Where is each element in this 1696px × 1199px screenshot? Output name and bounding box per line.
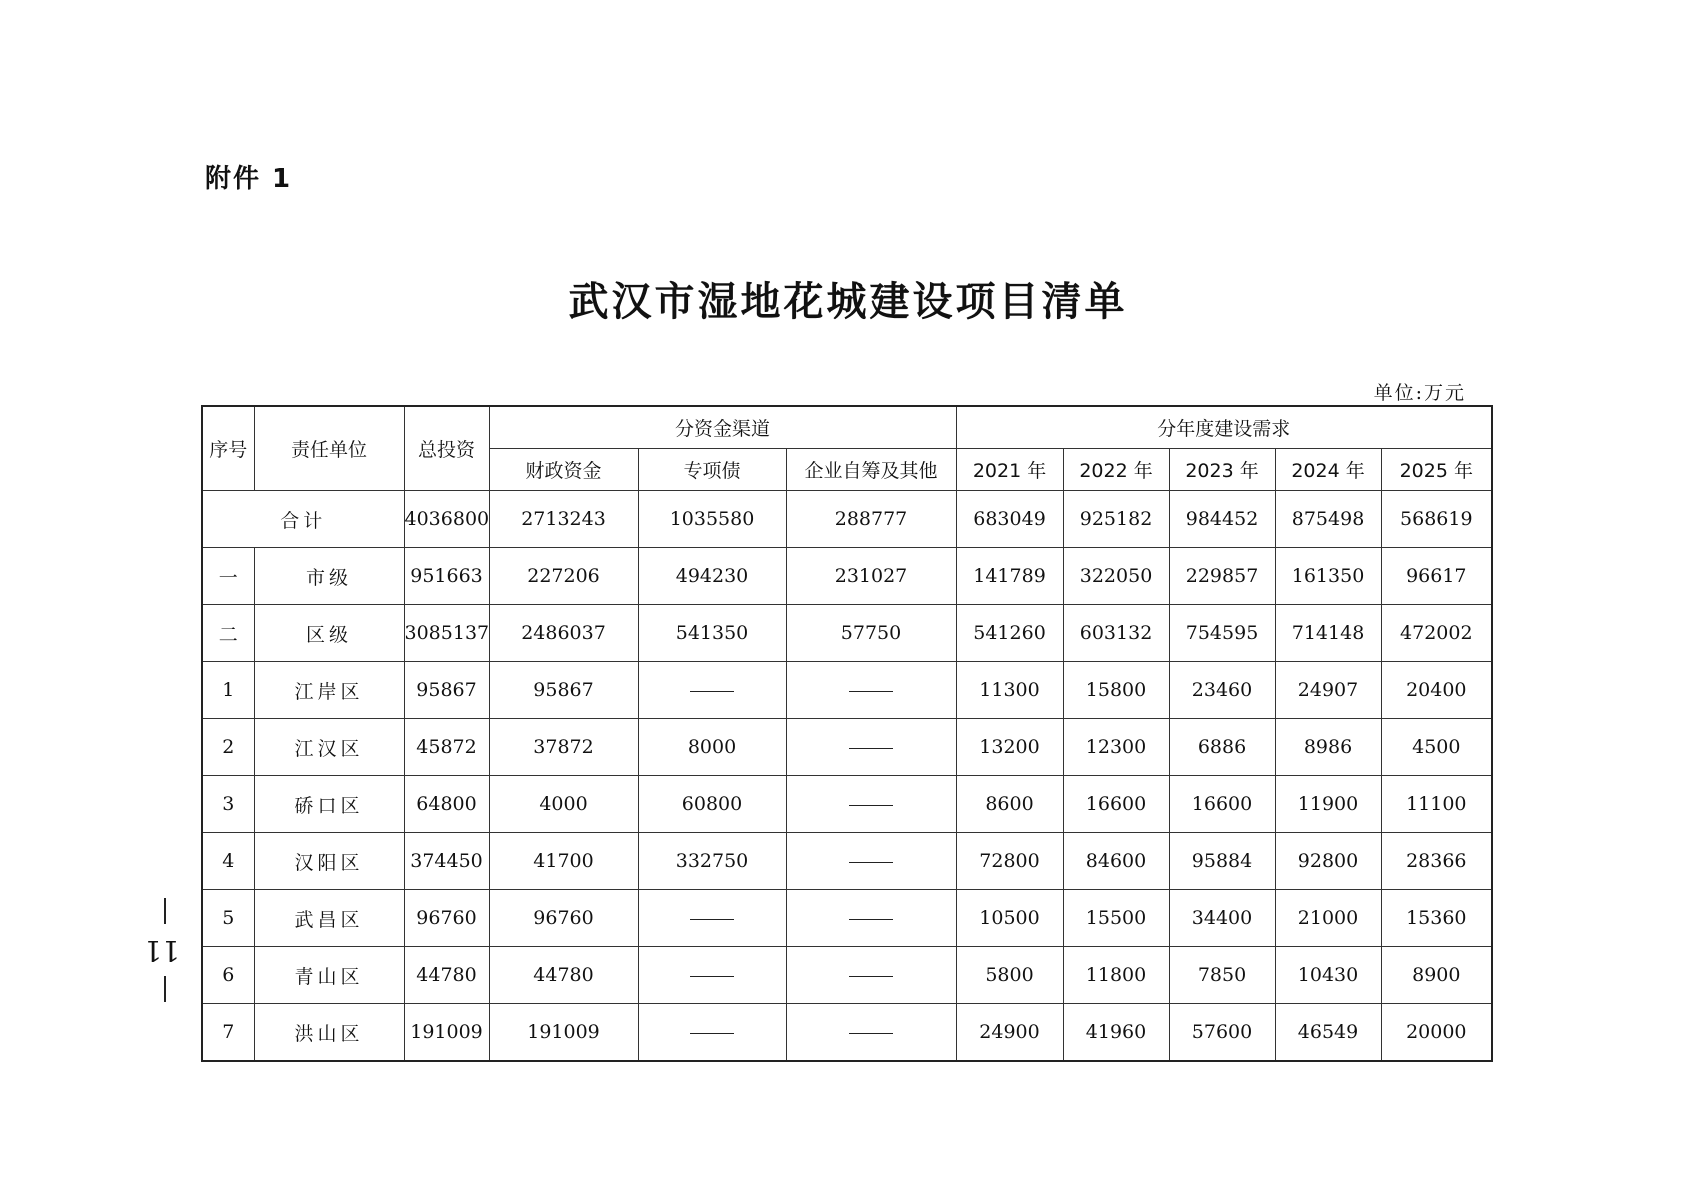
table-cell: 21000 xyxy=(1275,890,1381,947)
table-row xyxy=(202,890,1492,947)
table-row xyxy=(202,662,1492,719)
table-cell: 11300 xyxy=(956,662,1063,719)
table-cell: 4036800 xyxy=(404,491,489,548)
table-cell: 472002 xyxy=(1381,605,1492,662)
table-cell: 12300 xyxy=(1063,719,1169,776)
header-funding-group: 分资金渠道 xyxy=(489,406,956,449)
table-cell: 5800 xyxy=(956,947,1063,1004)
empty-value-dash xyxy=(690,1033,734,1034)
table-row xyxy=(202,1004,1492,1062)
table-cell: 57750 xyxy=(786,605,956,662)
table-cell: 16600 xyxy=(1169,776,1275,833)
table-cell: 16600 xyxy=(1063,776,1169,833)
table-cell: 3085137 xyxy=(404,605,489,662)
table-cell: 229857 xyxy=(1169,548,1275,605)
table-cell xyxy=(786,1004,956,1062)
row-unit: 江汉区 xyxy=(254,719,404,776)
table-cell: 2486037 xyxy=(489,605,638,662)
header-year-2024: 2024 年 xyxy=(1275,449,1381,491)
row-seq: 6 xyxy=(202,947,254,1004)
table-cell: 374450 xyxy=(404,833,489,890)
empty-value-dash xyxy=(849,919,893,920)
table-cell: 10430 xyxy=(1275,947,1381,1004)
table-row xyxy=(202,776,1492,833)
row-unit: 洪山区 xyxy=(254,1004,404,1062)
table-cell xyxy=(786,776,956,833)
row-unit: 市级 xyxy=(254,548,404,605)
table-cell: 4500 xyxy=(1381,719,1492,776)
row-unit: 区级 xyxy=(254,605,404,662)
header-unit: 责任单位 xyxy=(254,406,404,491)
table-cell: 161350 xyxy=(1275,548,1381,605)
table-cell: 92800 xyxy=(1275,833,1381,890)
row-seq: 5 xyxy=(202,890,254,947)
table-cell: 28366 xyxy=(1381,833,1492,890)
table-cell: 44780 xyxy=(489,947,638,1004)
empty-value-dash xyxy=(849,691,893,692)
table-cell: 227206 xyxy=(489,548,638,605)
table-cell: 95884 xyxy=(1169,833,1275,890)
table-header xyxy=(202,406,1492,491)
attachment-label: 附件 1 xyxy=(205,164,293,194)
table-cell: 2713243 xyxy=(489,491,638,548)
table-cell: 1035580 xyxy=(638,491,786,548)
table-row xyxy=(202,719,1492,776)
header-year-2022: 2022 年 xyxy=(1063,449,1169,491)
row-unit: 硚口区 xyxy=(254,776,404,833)
table-cell: 8900 xyxy=(1381,947,1492,1004)
table-cell xyxy=(638,947,786,1004)
row-seq: 2 xyxy=(202,719,254,776)
table-cell: 191009 xyxy=(404,1004,489,1062)
table-cell xyxy=(786,662,956,719)
table-cell: 95867 xyxy=(489,662,638,719)
table-cell: 4000 xyxy=(489,776,638,833)
header-funding-fiscal: 财政资金 xyxy=(489,449,638,491)
row-unit: 汉阳区 xyxy=(254,833,404,890)
table-cell xyxy=(786,890,956,947)
table-cell: 714148 xyxy=(1275,605,1381,662)
table-cell: 11900 xyxy=(1275,776,1381,833)
table-cell: 84600 xyxy=(1063,833,1169,890)
table-cell: 541260 xyxy=(956,605,1063,662)
table-row xyxy=(202,947,1492,1004)
row-unit: 江岸区 xyxy=(254,662,404,719)
header-total: 总投资 xyxy=(404,406,489,491)
table-cell: 20000 xyxy=(1381,1004,1492,1062)
table-cell xyxy=(786,947,956,1004)
table-cell: 951663 xyxy=(404,548,489,605)
header-annual-group: 分年度建设需求 xyxy=(956,406,1492,449)
table-cell: 8986 xyxy=(1275,719,1381,776)
table-cell: 8600 xyxy=(956,776,1063,833)
page-number-value: 11 xyxy=(144,933,180,967)
table-cell: 20400 xyxy=(1381,662,1492,719)
table-cell: 24907 xyxy=(1275,662,1381,719)
row-unit: 青山区 xyxy=(254,947,404,1004)
page-number-dash-bottom xyxy=(164,976,166,1002)
table-cell: 191009 xyxy=(489,1004,638,1062)
header-year-2025: 2025 年 xyxy=(1381,449,1492,491)
total-label: 合计 xyxy=(202,491,404,548)
empty-value-dash xyxy=(849,976,893,977)
table-cell: 11800 xyxy=(1063,947,1169,1004)
table-cell xyxy=(638,1004,786,1062)
empty-value-dash xyxy=(849,862,893,863)
row-unit: 武昌区 xyxy=(254,890,404,947)
table-cell: 96617 xyxy=(1381,548,1492,605)
table-cell: 34400 xyxy=(1169,890,1275,947)
table-cell: 6886 xyxy=(1169,719,1275,776)
table-cell xyxy=(638,890,786,947)
empty-value-dash xyxy=(690,919,734,920)
table-row xyxy=(202,548,1492,605)
header-year-2021: 2021 年 xyxy=(956,449,1063,491)
unit-label: 单位:万元 xyxy=(1373,382,1466,404)
table-cell: 15360 xyxy=(1381,890,1492,947)
table-cell xyxy=(786,833,956,890)
table-cell: 46549 xyxy=(1275,1004,1381,1062)
table-cell: 41960 xyxy=(1063,1004,1169,1062)
table-cell: 288777 xyxy=(786,491,956,548)
header-funding-bond: 专项债 xyxy=(638,449,786,491)
table-cell: 11100 xyxy=(1381,776,1492,833)
table-cell: 57600 xyxy=(1169,1004,1275,1062)
row-seq: 一 xyxy=(202,548,254,605)
project-list-table xyxy=(201,405,1493,1062)
table-cell: 332750 xyxy=(638,833,786,890)
table-cell: 72800 xyxy=(956,833,1063,890)
table-cell: 44780 xyxy=(404,947,489,1004)
empty-value-dash xyxy=(690,976,734,977)
table-cell: 96760 xyxy=(489,890,638,947)
table-cell: 568619 xyxy=(1381,491,1492,548)
table-body xyxy=(202,491,1492,1062)
table-cell: 8000 xyxy=(638,719,786,776)
table-cell: 60800 xyxy=(638,776,786,833)
empty-value-dash xyxy=(849,805,893,806)
empty-value-dash xyxy=(849,1033,893,1034)
document-title: 武汉市湿地花城建设项目清单 xyxy=(568,278,1128,325)
row-seq: 二 xyxy=(202,605,254,662)
table-cell: 10500 xyxy=(956,890,1063,947)
table-cell xyxy=(638,662,786,719)
table-cell: 15800 xyxy=(1063,662,1169,719)
row-seq: 7 xyxy=(202,1004,254,1062)
empty-value-dash xyxy=(849,748,893,749)
row-seq: 4 xyxy=(202,833,254,890)
table-cell: 95867 xyxy=(404,662,489,719)
table-cell: 23460 xyxy=(1169,662,1275,719)
table-cell: 13200 xyxy=(956,719,1063,776)
header-funding-enterprise: 企业自筹及其他 xyxy=(786,449,956,491)
table-row xyxy=(202,833,1492,890)
table-cell: 7850 xyxy=(1169,947,1275,1004)
table-cell: 231027 xyxy=(786,548,956,605)
table-cell: 45872 xyxy=(404,719,489,776)
table-cell: 322050 xyxy=(1063,548,1169,605)
table-row-total xyxy=(202,491,1492,548)
row-seq: 1 xyxy=(202,662,254,719)
table-cell: 64800 xyxy=(404,776,489,833)
empty-value-dash xyxy=(690,691,734,692)
table-cell: 494230 xyxy=(638,548,786,605)
table-cell: 683049 xyxy=(956,491,1063,548)
table-cell: 754595 xyxy=(1169,605,1275,662)
table-cell: 603132 xyxy=(1063,605,1169,662)
header-year-2023: 2023 年 xyxy=(1169,449,1275,491)
table-cell: 24900 xyxy=(956,1004,1063,1062)
table-cell: 541350 xyxy=(638,605,786,662)
table-cell: 925182 xyxy=(1063,491,1169,548)
table-cell: 41700 xyxy=(489,833,638,890)
row-seq: 3 xyxy=(202,776,254,833)
page-number xyxy=(144,898,182,1002)
table-cell: 984452 xyxy=(1169,491,1275,548)
table-cell: 37872 xyxy=(489,719,638,776)
header-seq: 序号 xyxy=(202,406,254,491)
table-cell xyxy=(786,719,956,776)
table-row xyxy=(202,605,1492,662)
table-cell: 875498 xyxy=(1275,491,1381,548)
table-cell: 15500 xyxy=(1063,890,1169,947)
page-number-dash-top xyxy=(164,898,166,924)
table-cell: 141789 xyxy=(956,548,1063,605)
table-cell: 96760 xyxy=(404,890,489,947)
